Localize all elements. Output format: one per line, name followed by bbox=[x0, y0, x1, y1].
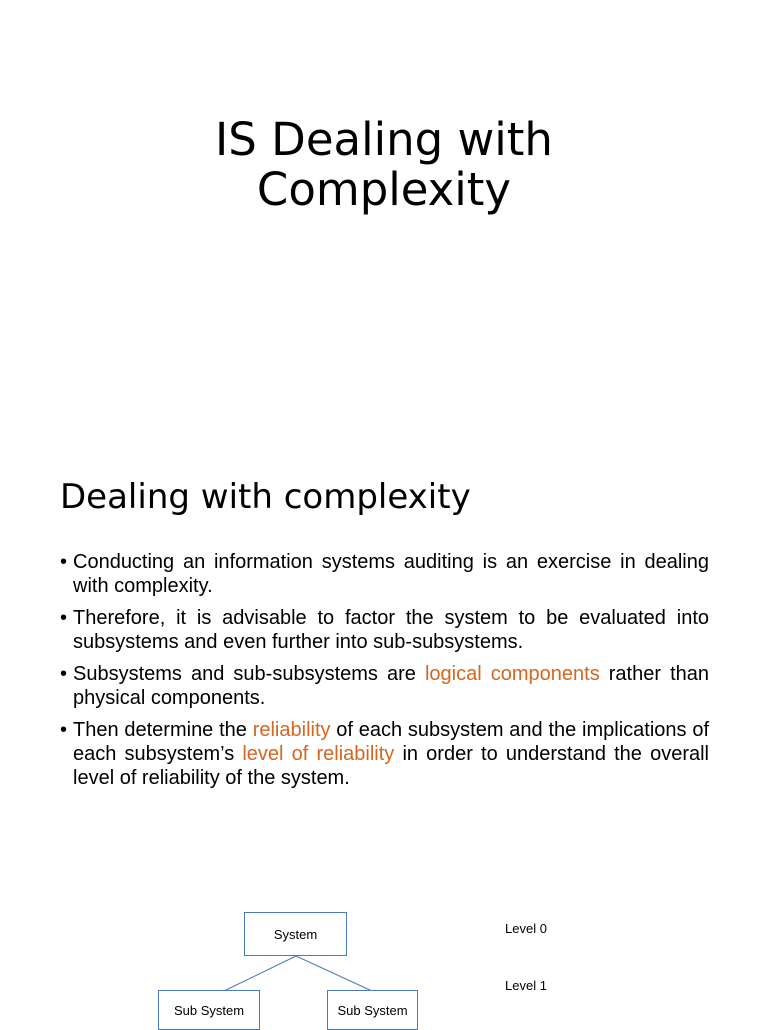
highlighted-term: reliability bbox=[252, 719, 331, 741]
hierarchy-diagram bbox=[0, 900, 768, 1024]
highlighted-term: logical components bbox=[424, 663, 600, 685]
subsystem-left-label: Sub System bbox=[173, 1002, 245, 1018]
bullet-dot-icon: • bbox=[60, 551, 68, 573]
slide-title-line2: Complexity bbox=[256, 163, 512, 216]
bullet-list bbox=[60, 550, 709, 798]
bullet-text: Conducting an information systems auditing is an exercise in dealing with complexity. bbox=[73, 551, 709, 597]
slide-title bbox=[0, 115, 768, 215]
bullet-item bbox=[60, 662, 709, 710]
section-heading: Dealing with complexity bbox=[60, 477, 471, 517]
bullet-text: Then determine the bbox=[73, 719, 253, 741]
title-slide bbox=[0, 0, 768, 440]
bullet-text: rather than physical components. bbox=[73, 663, 710, 709]
connector-right bbox=[296, 956, 372, 991]
subsystem-right-label: Sub System bbox=[337, 1002, 408, 1018]
bullet-item bbox=[60, 718, 709, 790]
subsystem-left-box bbox=[158, 990, 260, 1030]
level-0-label: Level 0 bbox=[505, 921, 547, 936]
bullet-item bbox=[60, 550, 709, 598]
bullet-text: Therefore, it is advisable to factor the system to be evaluated into subsystems and even further into sub-subsystems. bbox=[73, 607, 709, 653]
bullet-dot-icon: • bbox=[60, 663, 68, 685]
bullet-item bbox=[60, 606, 709, 654]
bullet-dot-icon: • bbox=[60, 719, 68, 741]
system-box bbox=[244, 912, 347, 956]
level-1-label: Level 1 bbox=[505, 978, 547, 993]
bullet-dot-icon: • bbox=[60, 607, 68, 629]
slide-title-line1: IS Dealing with bbox=[215, 113, 553, 166]
system-label: System bbox=[273, 926, 318, 942]
highlighted-term: level of reliability bbox=[242, 743, 395, 765]
subsystem-right-box bbox=[327, 990, 418, 1030]
bullet-text: Subsystems and sub-subsystems are bbox=[73, 663, 425, 685]
connector-left bbox=[224, 956, 296, 991]
bullet-text: in order to understand the overall level of reliability of the system. bbox=[73, 743, 709, 789]
bullet-text: of each subsystem and the implications of each subsystem’s bbox=[73, 719, 709, 765]
